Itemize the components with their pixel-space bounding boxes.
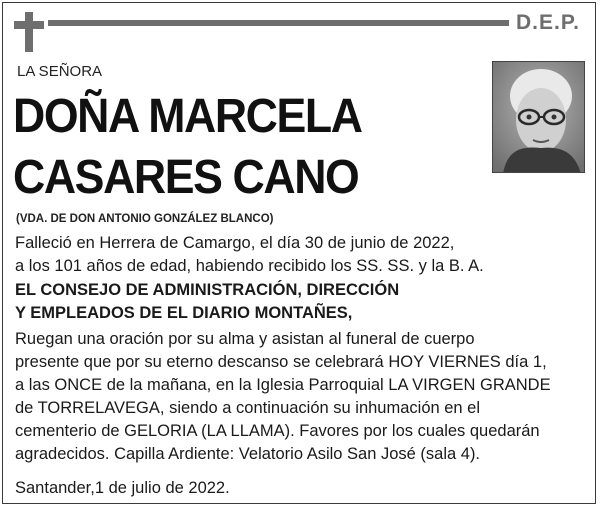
council-line: Y EMPLEADOS DE EL DIARIO MONTAÑES, [15,304,353,322]
body-line: agradecidos. Capilla Ardiente: Velatorio Asilo San José (sala 4). [15,445,481,463]
widow-note: (VDA. DE DON ANTONIO GONZÁLEZ BLANCO) [16,213,274,225]
deceased-name-line2: CASARES CANO [13,151,359,204]
body-line: Ruegan una oración por su alma y asistan al funeral de cuerpo [15,330,475,348]
header-rule [48,20,509,26]
body-line: cementerio de GELORIA (LA LLAMA). Favores por los cuales quedarán [15,422,540,440]
body-line: de TORRELAVEGA, siendo a continuación su inhumación en el [15,399,481,417]
body-line: presente que por su eterno descanso se celebrará HOY VIERNES día 1, [15,353,547,371]
deceased-name-line1: DOÑA MARCELA [13,90,362,143]
body-line: a las ONCE de la mañana, en la Iglesia Parroquial LA VIRGEN GRANDE [15,376,551,394]
council-line: EL CONSEJO DE ADMINISTRACIÓN, DIRECCIÓN [15,281,400,299]
cross-icon [14,12,44,52]
portrait-photo [492,61,585,173]
title-prefix: LA SEÑORA [17,63,103,80]
died-line: Falleció en Herrera de Camargo, el día 30 de junio de 2022, [15,234,455,252]
dep-label: D.E.P. [516,11,580,34]
died-line: a los 101 años de edad, habiendo recibido los SS. SS. y la B. A. [15,257,484,275]
closing-date: Santander,1 de julio de 2022. [15,479,230,497]
